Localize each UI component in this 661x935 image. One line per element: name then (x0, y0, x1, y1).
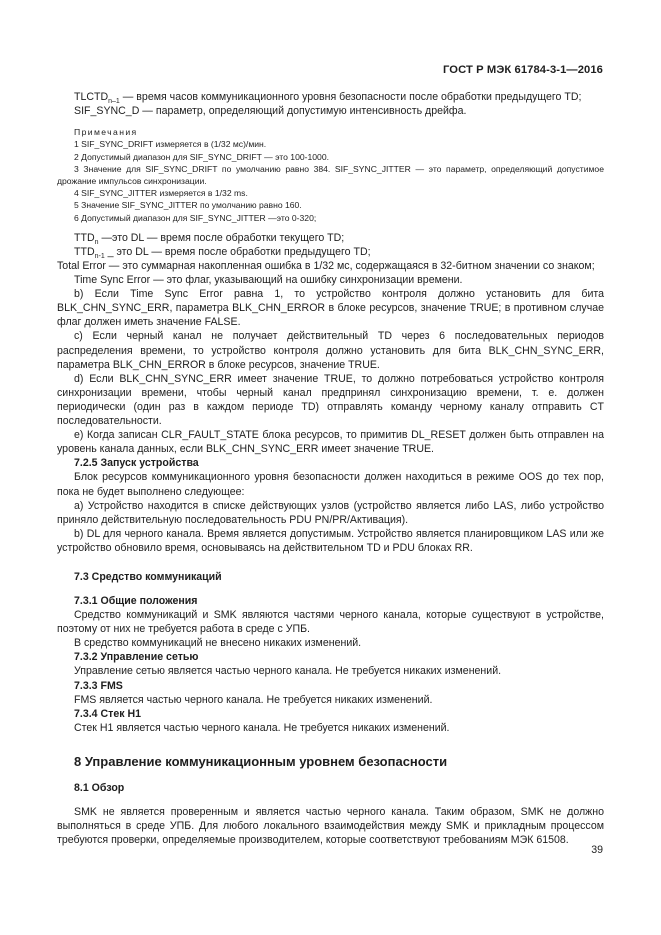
paragraph-7-3-1-b: В средство коммуникаций не внесено никаких изменений. (74, 637, 362, 650)
paragraph-7-2-5-b: b) DL для черного канала. Время является допустимым. Устройство является планировщиком LAS или же устройство обновило время, основываясь на действительном TD и PDU блоках RR. (57, 527, 604, 554)
page-body (57, 90, 604, 847)
paragraph-7-2-5-a: a) Устройство находится в списке действующих узлов (устройство является либо LAS, либо устройство приняло действительную последовательность PDU PN/PR/Активация). (57, 499, 604, 526)
note-item: 4 SIF_SYNC_JITTER измеряется в 1/32 ms. (74, 188, 248, 199)
paragraph-item-e: e) Когда записан CLR_FAULT_STATE блока ресурсов, то примитив DL_RESET должен быть отправлен на уровень канала данных, если BLK_CHN_SYNC_ERR имеет значение TRUE. (57, 429, 604, 456)
note-item: 5 Значение SIF_SYNC_JITTER по умолчанию равно 160. (74, 200, 302, 211)
heading-7-3: 7.3 Средство коммуникаций (74, 570, 222, 583)
paragraph-7-3-3: FMS является частью черного канала. Не требуется никаких изменений. (74, 693, 433, 706)
paragraph-7-3-2: Управление сетью является частью черного канала. Не требуется никаких изменений. (74, 665, 502, 678)
document-header: ГОСТ Р МЭК 61784-3-1—2016 (442, 64, 603, 76)
paragraph-item-d: d) Если BLK_CHN_SYNC_ERR имеет значение TRUE, то должно потребоваться устройство контроля синхронизации времени, чтобы черный канал предпринял синхронизацию времени, т. е. должен периодически (один раз в каждом периоде TD) отправлять команду черному каналу отправить CT последовательности. (57, 372, 604, 428)
note-item: 1 SIF_SYNC_DRIFT измеряется в (1/32 мс)/мин. (74, 139, 267, 150)
note-item: 6 Допустимый диапазон для SIF_SYNC_JITTER —это 0-320; (74, 212, 317, 223)
heading-7-2-5: 7.2.5 Запуск устройства (74, 457, 199, 470)
paragraph-time-sync-error: Time Sync Error — это флаг, указывающий на ошибку синхронизации времени. (74, 274, 463, 287)
heading-7-3-4: 7.3.4 Стек H1 (74, 707, 142, 720)
paragraph-7-3-4: Стек H1 является частью черного канала. Не требуется никаких изменений. (74, 721, 450, 734)
paragraph-total-error: Total Error — это суммарная накопленная ошибка в 1/32 мс, содержащаяся в 32-битном значении со знаком; (57, 260, 595, 272)
heading-7-3-3: 7.3.3 FMS (74, 679, 123, 692)
paragraph-8-1: SMK не является проверенным и является частью черного канала. Таким образом, SMK не должно выполняться в среде УПБ. Для любого локального взаимодействия между SMK и прикладным процессом требуются проверки, определяемые производителем, которые соответствуют требованиям МЭК 61508. (57, 805, 604, 847)
paragraph-item-b: b) Если Time Sync Error равна 1, то устройство контроля должно установить для бита BLK_CHN_SYNC_ERR, параметра BLK_CHN_ERROR в блоке ресурсов, значение TRUE; в противном случае флаг должен иметь значение FALSE. (57, 288, 604, 329)
note-item: 3 Значение для SIF_SYNC_DRIFT по умолчанию равно 384. SIF_SYNC_JITTER — это параметр, определяющий допустимое дрожание импульсов синхронизации. (57, 163, 604, 186)
heading-8-1: 8.1 Обзор (74, 781, 125, 794)
definition-ttd-n-1: $TTD_{n-1}$ _ это DL — время после обработки предыдущего TD; (74, 245, 371, 260)
page-number: 39 (591, 844, 603, 856)
definition-tlctd: $TLCTD_{n-1}$ — время часов коммуникационного уровня безопасности после обработки предыдущего TD; (74, 91, 582, 105)
note-item: 2 Допустимый диапазон для SIF_SYNC_DRIFT — это 100-1000. (74, 151, 330, 162)
heading-7-3-1: 7.3.1 Общие положения (74, 594, 198, 607)
paragraph-item-c: c) Если черный канал не получает действительный TD через 6 последовательных периодов распределения времени, то устройство контроля должно установить для бита BLK_CHN_SYNC_ERR, параметра BLK_CHN_ERROR в блоке ресурсов, значение TRUE. (57, 330, 604, 371)
notes-title: Примечания (74, 127, 138, 138)
paragraph-7-3-1-a: Средство коммуникаций и SMK являются частями черного канала, которые существуют в устройстве, поэтому от них не требуется работа в среде с УПБ. (57, 609, 604, 636)
heading-7-3-2: 7.3.2 Управление сетью (74, 651, 199, 664)
heading-8: 8 Управление коммуникационным уровнем безопасности (74, 753, 448, 769)
definition-ttd-n: $TTD_n$ —это DL — время после обработки текущего TD; (74, 231, 345, 246)
definition-sif-sync-d: SIF_SYNC_D — параметр, определяющий допустимую интенсивность дрейфа. (74, 105, 467, 118)
paragraph-7-2-5-intro: Блок ресурсов коммуникационного уровня безопасности должен находиться в режиме OOS до тех пор, пока не будет выполнено следующее: (57, 471, 604, 498)
